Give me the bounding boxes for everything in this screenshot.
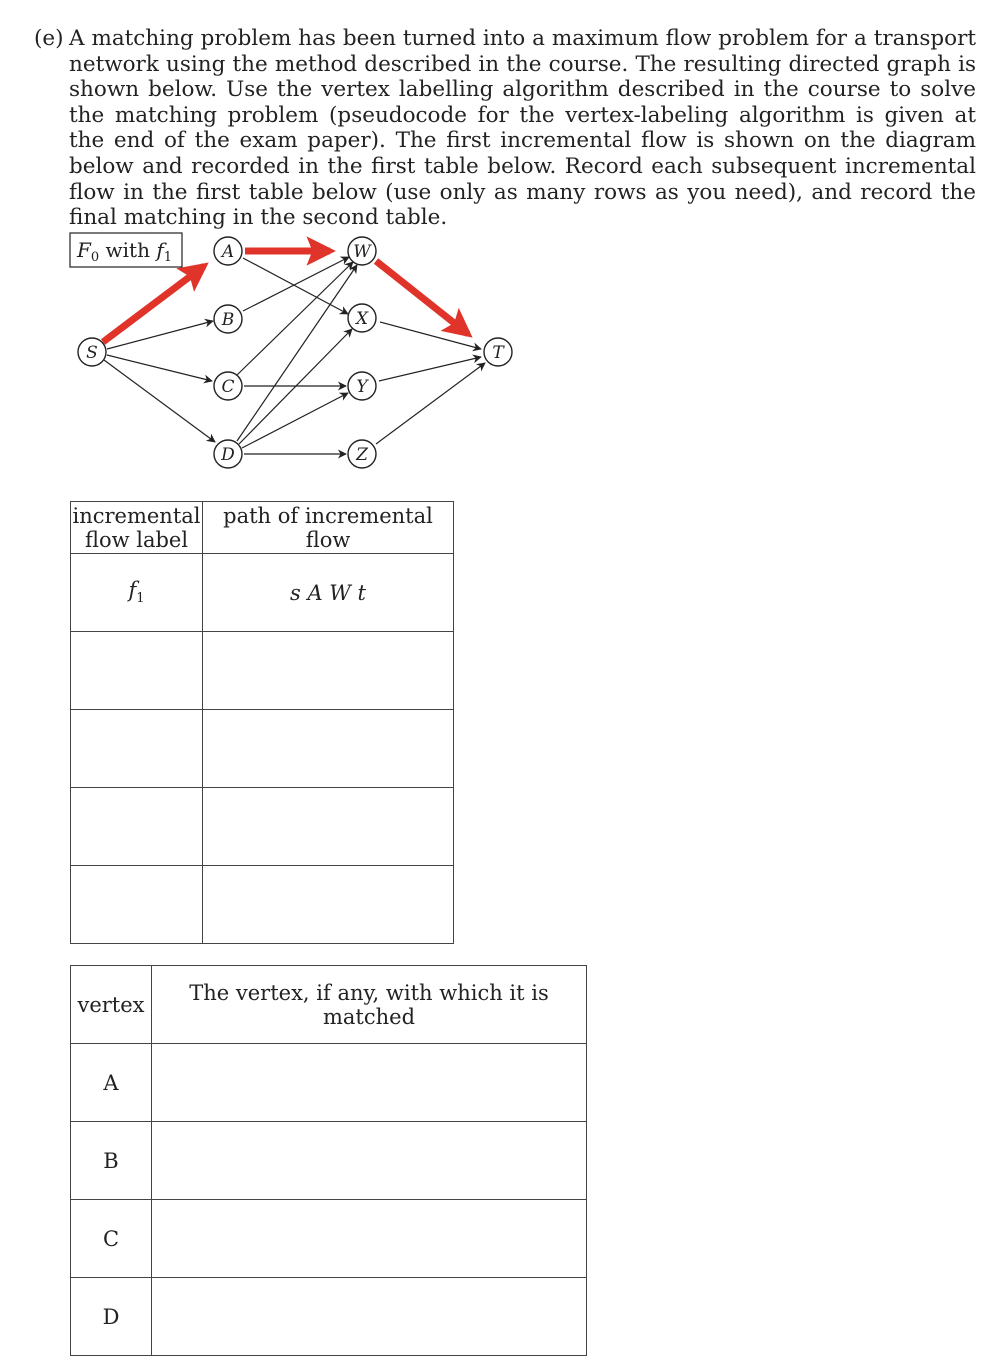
node-w	[348, 237, 376, 265]
header-match: The vertex, if any, with which it is matched	[152, 966, 587, 1044]
svg-text:D: D	[221, 445, 235, 465]
vertex-cell: A	[71, 1044, 152, 1122]
matching-table-header	[71, 966, 587, 1044]
svg-text:W: W	[353, 242, 371, 262]
question-text: A matching problem has been turned into a maximum flow problem for a transport network using the method described in the course. The resulting directed graph is shown below. Use the vertex labelling algorithm described in the course to solve the matching problem (pseudocode for the vertex-labeling algorithm is given at the end of the exam paper). The first incremental flow is shown on the diagram below and recorded in the first table below. Record each subsequent incremental flow in the first table below (use only as many rows as you need), and record the final matching in the second table.	[69, 26, 976, 231]
edge-z-t	[376, 363, 485, 444]
node-z	[348, 440, 376, 468]
node-t	[484, 338, 512, 366]
vertex-cell: D	[71, 1278, 152, 1356]
table-row	[71, 1200, 587, 1278]
svg-text:A: A	[221, 242, 235, 262]
flow-edge-s-a	[103, 266, 204, 342]
table-row	[71, 1278, 587, 1356]
vertex-cell: B	[71, 1122, 152, 1200]
node-c	[214, 372, 242, 400]
header-vertex: vertex	[71, 966, 152, 1044]
table-row	[71, 710, 454, 788]
edge-a-x	[243, 258, 348, 314]
flow-label-cell[interactable]	[71, 788, 203, 866]
diagram-caption	[70, 233, 182, 267]
edge-d-w	[237, 265, 357, 441]
node-s	[78, 338, 106, 366]
header-flow-label: incremental flow label	[72, 503, 201, 552]
table-row	[71, 1044, 587, 1122]
svg-text:S: S	[86, 343, 98, 363]
flow-path-cell[interactable]	[203, 632, 454, 710]
flow-path-cell[interactable]	[203, 710, 454, 788]
vertex-cell: C	[71, 1200, 152, 1278]
caption-f0: F	[77, 238, 91, 262]
matching-table	[70, 965, 587, 1356]
flow-label-cell: $f_1$	[71, 554, 203, 632]
node-y	[348, 372, 376, 400]
edge-s-c	[107, 355, 212, 381]
edge-b-w	[243, 257, 349, 311]
flow-path-cell[interactable]	[203, 788, 454, 866]
svg-text:Y: Y	[356, 377, 368, 397]
table-row	[71, 788, 454, 866]
svg-text:T: T	[492, 343, 504, 363]
node-d	[214, 440, 242, 468]
flow-network-diagram	[0, 0, 1008, 480]
match-cell[interactable]	[152, 1122, 587, 1200]
match-cell[interactable]	[152, 1044, 587, 1122]
flow-label-cell[interactable]	[71, 710, 203, 788]
match-cell[interactable]	[152, 1200, 587, 1278]
svg-text:B: B	[221, 310, 235, 330]
edge-c-w	[237, 262, 353, 375]
svg-text:Z: Z	[356, 445, 368, 465]
svg-text:F0 with f1: $F_0$ with $f_1$	[77, 238, 173, 265]
incremental-flow-table	[70, 501, 454, 944]
node-x	[348, 304, 376, 332]
svg-text:C: C	[221, 377, 235, 397]
question-label: (e)	[34, 26, 64, 51]
header-flow-path: path of incremental flow	[203, 502, 454, 554]
table-row	[71, 632, 454, 710]
table-row	[71, 866, 454, 944]
node-b	[214, 305, 242, 333]
svg-text:X: X	[355, 309, 369, 329]
node-a	[214, 237, 242, 265]
flow-path-cell[interactable]	[203, 866, 454, 944]
flow-label-cell[interactable]	[71, 632, 203, 710]
flow-label-cell[interactable]	[71, 866, 203, 944]
table-row	[71, 1122, 587, 1200]
flow-edge-w-t	[376, 261, 468, 334]
flow-path-cell: s A W t	[203, 554, 454, 632]
table-row	[71, 554, 454, 632]
edge-d-y	[242, 393, 348, 448]
edge-s-d	[104, 360, 215, 442]
match-cell[interactable]	[152, 1278, 587, 1356]
flow-table-header	[71, 502, 454, 554]
